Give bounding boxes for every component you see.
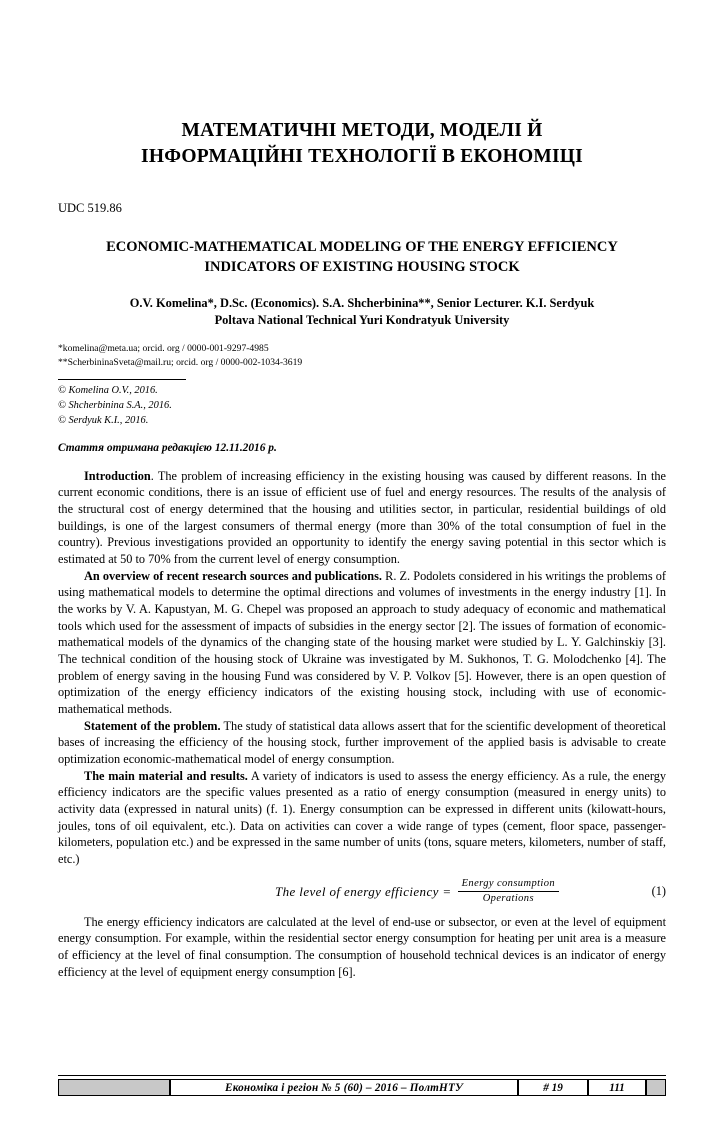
section-heading-line2: ІНФОРМАЦІЙНІ ТЕХНОЛОГІЇ В ЕКОНОМІЦІ xyxy=(141,145,583,167)
footer-rule xyxy=(58,1075,666,1076)
paragraph-text: . The problem of increasing efficiency in the existing housing was caused by different reasons. In the current economic conditions, there is an issue of efficient use of fuel and energy resources. The results of the analysis of the structural cost of energy determined that the housing and utilities sector, in particular, residential buildings of old buildings, is one of the largest consumers of thermal energy (more than 30% of the total consumption of fuel in the country). Previous investigations provided an opportunity to identify the energy saving potential in this sector which is estimated at 50 to 70% from the current level of energy consumption. xyxy=(58,468,666,567)
article-title: ECONOMIC-MATHEMATICAL MODELING OF THE ENERGY EFFICIENCY INDICATORS OF EXISTING HOUSING STOCK xyxy=(106,239,618,275)
authors-line2: Poltava National Technical Yuri Kondratyuk University xyxy=(214,312,510,327)
copyright-line: © Shcherbinina S.A., 2016. xyxy=(58,400,172,412)
paragraph-text: A variety of indicators is used to assess the energy efficiency. As a rule, the energy efficiency indicators are the specific values presented as a ratio of energy consumption (measured in energy units) to activity data (expressed in natural units) (f. 1). Energy consumption can be expressed in different units (kilowatt-hours, joules, tons of oil equivalent, etc.). Data on activities can cover a wide range of types (cement, floor space, passenger-kilometers, population etc.) and be expressed in the same number of units (tons, square meters, kilometers, number of staff, etc.) xyxy=(58,768,666,866)
paragraph-text: The study of statistical data allows assert that for the scientific development of theoretical bases of increasing the efficiency of the housing stock, further improvement of the applied basis is advisable to create optimization economic-mathematical model of energy consumption. xyxy=(58,718,666,766)
paragraph-overview xyxy=(58,568,666,718)
paragraph-introduction xyxy=(58,468,666,568)
article-body xyxy=(58,468,666,868)
formula-denominator: Operations xyxy=(482,893,534,905)
formula-label: The level of energy efficiency = xyxy=(274,883,452,899)
formula-fraction xyxy=(458,878,559,906)
section-heading xyxy=(58,118,666,169)
footer-right-block xyxy=(646,1079,666,1096)
page-footer xyxy=(58,1075,666,1096)
contact-line2: **ScherbininaSveta@mail.ru; orcid. org / 0000-002-1034-3619 xyxy=(58,356,303,368)
formula-1 xyxy=(58,878,666,906)
author-contacts xyxy=(58,342,666,369)
paragraph-statement xyxy=(58,718,666,768)
paragraph-lead: An overview of recent research sources and publications. xyxy=(84,568,382,583)
footer-left-block xyxy=(58,1079,170,1096)
section-heading-line1: МАТЕМАТИЧНІ МЕТОДИ, МОДЕЛІ Й xyxy=(181,120,543,141)
footer-bar xyxy=(58,1079,666,1096)
article-body-after-formula xyxy=(58,914,666,981)
paragraph-main-material xyxy=(58,768,666,868)
paragraph-lead: The main material and results. xyxy=(84,768,248,783)
paragraph-text: The energy efficiency indicators are calculated at the level of end-use or subsector, or even at the level of equipment energy consumption. For example, within the residential sector energy consumption for heating per unit area is a measure of efficiency at the level of final consumption. The consumption of household technical devices is an indicator of energy efficiency at the level of equipment energy consumption [6]. xyxy=(58,914,666,979)
paragraph-after-formula xyxy=(58,914,666,981)
udc-code: UDC 519.86 xyxy=(58,201,122,216)
paragraph-text: R. Z. Podolets considered in his writings the problems of using mathematical models to determine the optimal directions and volumes of investments in the energy industry [1]. In the works by V. A. Kapustyan, M. G. Chepel was proposed an approach to study adequacy of economic and mathematical tools which used for the assessment of impacts of subsidies in the energy sector [2]. The issues of formation of economic-mathematical models of the dynamics of the changing state of the housing market were studied by L. Y. Galchinskiy [3]. The technical condition of the housing stock of Ukraine was investigated by M. Sukhonos, T. G. Molodchenko [4]. The problem of energy saving in the housing Fund was considered by V. P. Volkov [5]. However, there is an open question of optimization of the energy efficiency indicators of the existing housing stock, including with use of economic-mathematical methods. xyxy=(58,568,666,716)
formula-number: (1) xyxy=(651,884,666,899)
authors-line1: O.V. Komelina*, D.Sc. (Economics). S.A. Shcherbinina**, Senior Lecturer. K.I. Serdyuk xyxy=(129,296,595,311)
received-date: Стаття отримана редакцією 12.11.2016 р. xyxy=(58,441,277,454)
page xyxy=(0,118,724,1142)
paragraph-lead: Introduction xyxy=(84,468,151,483)
copyright-block xyxy=(58,384,666,428)
paragraph-lead: Statement of the problem. xyxy=(84,718,221,733)
authors xyxy=(58,295,666,328)
divider-rule xyxy=(58,379,186,380)
footer-journal-title: Економіка і регіон № 5 (60) – 2016 – ПолтНТУ xyxy=(170,1079,518,1096)
copyright-line: © Serdyuk K.I., 2016. xyxy=(58,415,149,426)
formula-numerator: Energy consumption xyxy=(458,878,559,893)
copyright-line: © Komelina O.V., 2016. xyxy=(58,385,158,397)
formula-expression xyxy=(226,878,608,906)
footer-page-number: 111 xyxy=(588,1079,646,1096)
footer-issue-number: # 19 xyxy=(518,1079,588,1096)
contact-line1: *komelina@meta.ua; orcid. org / 0000-001-9297-4985 xyxy=(58,343,269,355)
